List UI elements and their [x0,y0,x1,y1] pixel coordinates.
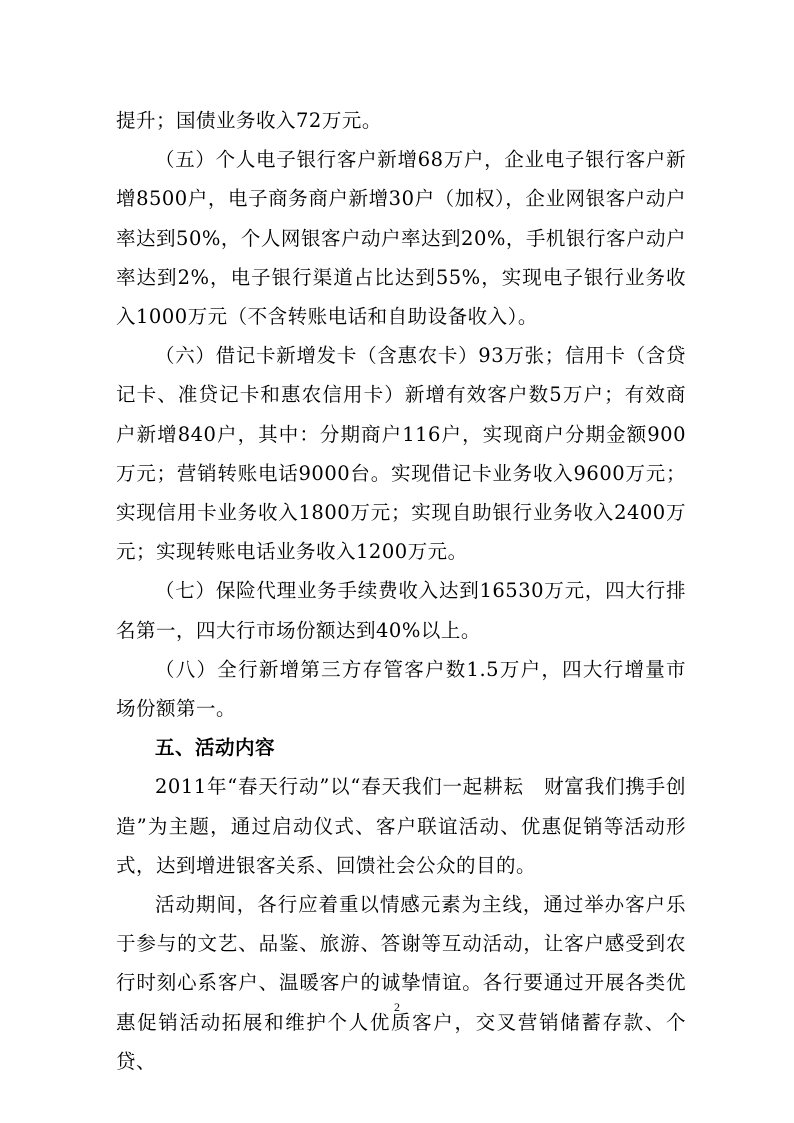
paragraph-item-8: （八）全行新增第三方存管客户数1.5万户，四大行增量市场份额第一。 [116,657,686,721]
paragraph-continuation: 提升；国债业务收入72万元。 [116,109,382,132]
paragraph-item-5: （五）个人电子银行客户新增68万户，企业电子银行客户新增8500户，电子商务商户新增30户（加权），企业网银客户动户率达到50%，个人网银客户动户率达到20%，手机银行客户动户率达到2%，电子银行渠道占比达到55%，实现电子银行业务收入1000万元（不含转账电话和自助设备收入）。 [116,148,686,329]
section-heading: 五、活动内容 [155,736,276,760]
paragraph-item-7: （七）保险代理业务手续费收入达到16530万元，四大行排名第一，四大行市场份额达到40%以上。 [116,579,686,642]
page-number: 2 [394,1000,400,1014]
document-body [116,101,686,1081]
paragraph-theme: 2011年“春天行动”以“春天我们一起耕耘 财富我们携手创造”为主题，通过启动仪式、客户联谊活动、优惠促销等活动形式，达到增进银客关系、回馈社会公众的目的。 [116,775,686,877]
paragraph-item-6: （六）借记卡新增发卡（含惠农卡）93万张；信用卡（含贷记卡、准贷记卡和惠农信用卡）新增有效客户数5万户；有效商户新增840户，其中：分期商户116户，实现商户分期金额900万元；营销转账电话9000台。实现借记卡业务收入9600万元；实现信用卡业务收入1800万元；实现自助银行业务收入2400万元；实现转账电话业务收入1200万元。 [116,344,686,564]
paragraph-activities: 活动期间，各行应着重以情感元素为主线，通过举办客户乐于参与的文艺、品鉴、旅游、答谢等互动活动，让客户感受到农行时刻心系客户、温暖客户的诚挚情谊。各行要通过开展各类优惠促销活动拓展和维护个人优质客户，交叉营销储蓄存款、个贷、 [116,893,686,1073]
